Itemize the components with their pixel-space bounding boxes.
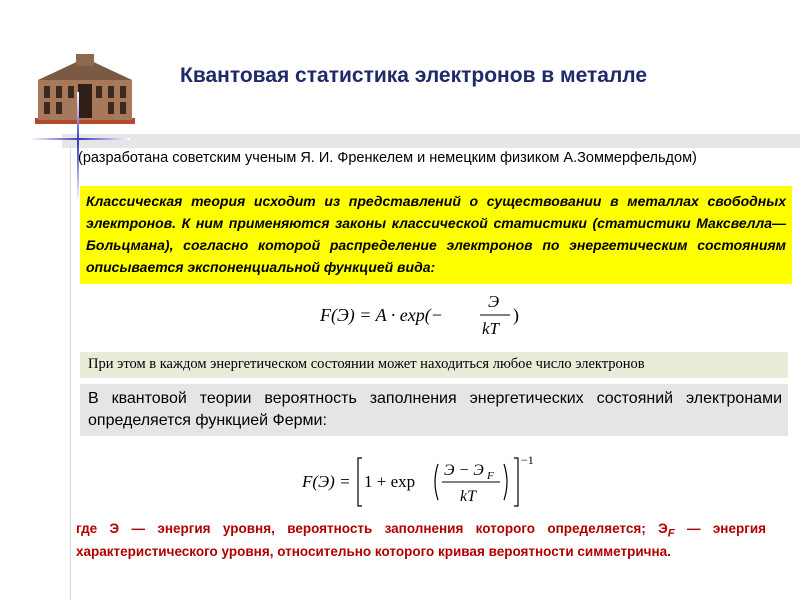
classic-theory-text: Классическая теория исходит из представлений о существовании в металлах свободных электронов. К ним применяются законы классической статистики (статистики Максвелла—Больцмана), согласно которой распределение электронов по энергетическим состояниям описывается экспоненциальной функцией вида:	[80, 186, 792, 284]
slide-title: Квантовая статистика электронов в металле	[180, 64, 648, 87]
formula1-denominator: kT	[482, 319, 499, 338]
formula1-close: )	[513, 305, 519, 325]
formula2-denominator: kT	[460, 488, 476, 505]
formula2-numerator: Э − Э	[444, 462, 484, 479]
formula2-lhs: F(Э) =	[302, 472, 351, 491]
footnote-sub: F	[667, 527, 675, 540]
formula2-power: −1	[521, 453, 534, 467]
footnote	[76, 520, 766, 561]
subtitle: (разработана советским ученым Я. И. Френкелем и немецким физиком А.Зоммерфельдом)	[78, 150, 697, 166]
star-decoration-horizontal	[30, 138, 130, 140]
star-decoration-vertical	[77, 92, 79, 202]
formula1-numerator: Э	[488, 292, 500, 311]
maxwell-boltzmann-formula	[318, 290, 528, 340]
footnote-part1: где Э — энергия уровня, вероятность заполнения которого определяется; Э	[76, 521, 668, 536]
university-building-icon	[30, 50, 140, 130]
footnote-part2: — энергия характеристического уровня, относительно которого кривая вероятности симметрична.	[76, 521, 766, 559]
left-guide-line	[70, 148, 71, 600]
formula2-numerator-sub: F	[487, 470, 494, 482]
left-bar	[0, 140, 62, 600]
formula2-one-plus-exp: 1 + exp	[364, 472, 416, 491]
header-divider	[62, 134, 800, 148]
statement-any-number: При этом в каждом энергетическом состоянии может находиться любое число электронов	[80, 352, 788, 378]
quantum-theory-text: В квантовой теории вероятность заполнения энергетических состояний электронами определяется функцией Ферми:	[80, 384, 788, 436]
formula1-lhs: F(Э) = A · exp(−	[320, 305, 443, 325]
fermi-dirac-formula	[300, 452, 550, 512]
